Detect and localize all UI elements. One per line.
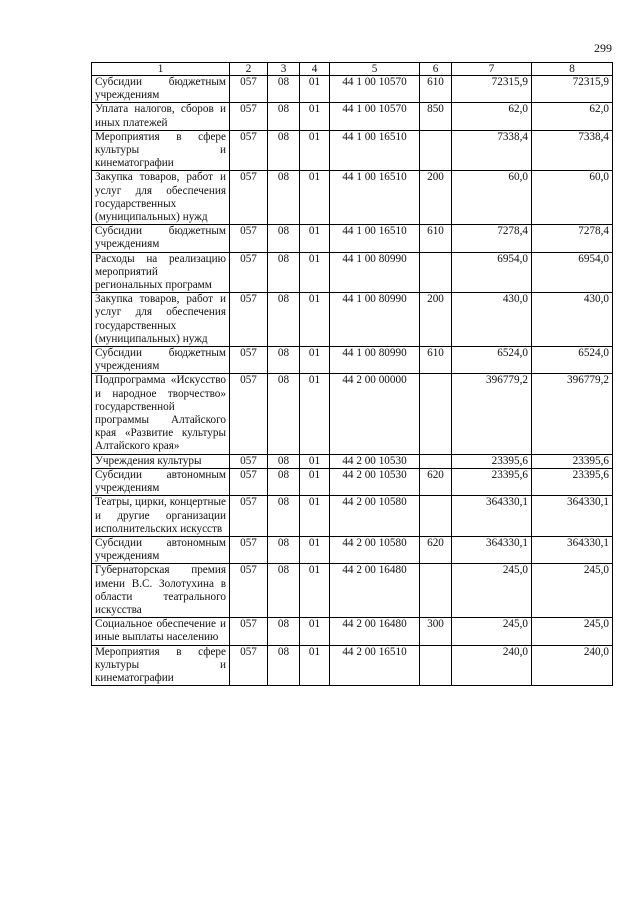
expense-type-cell [420,130,452,171]
subsection-cell: 01 [300,225,330,252]
target-article-cell: 44 2 00 10580 [330,496,420,537]
subsection-cell: 01 [300,130,330,171]
target-article-cell: 44 1 00 10570 [330,103,420,130]
section-cell: 08 [268,103,300,130]
budget-table [91,62,613,686]
section-cell: 08 [268,454,300,468]
amount-cell: 245,0 [452,618,532,645]
expense-type-cell [420,454,452,468]
chapter-code-cell: 057 [230,374,268,454]
amount-cell: 62,0 [452,103,532,130]
subsection-cell: 01 [300,564,330,618]
target-article-cell: 44 1 00 10570 [330,76,420,103]
amount-total-cell: 6954,0 [532,252,613,293]
amount-total-cell: 245,0 [532,618,613,645]
table-row [92,536,613,563]
target-article-cell: 44 1 00 16510 [330,225,420,252]
header-row [92,63,613,76]
row-name-cell: Губернаторская премия имени В.С. Золотухина в области театрального искусства [92,564,230,618]
table-row [92,374,613,454]
section-cell: 08 [268,252,300,293]
table-row [92,618,613,645]
subsection-cell: 01 [300,374,330,454]
amount-cell: 6954,0 [452,252,532,293]
table-row [92,347,613,374]
subsection-cell: 01 [300,618,330,645]
amount-total-cell: 240,0 [532,645,613,686]
amount-cell: 23395,6 [452,468,532,495]
amount-cell: 23395,6 [452,454,532,468]
chapter-code-cell: 057 [230,536,268,563]
row-name-cell: Мероприятия в сфере культуры и кинематографии [92,130,230,171]
row-name-cell: Субсидии бюджетным учреждениям [92,347,230,374]
amount-cell: 396779,2 [452,374,532,454]
column-header-4: 4 [300,63,330,76]
expense-type-cell [420,564,452,618]
chapter-code-cell: 057 [230,454,268,468]
column-header-6: 6 [420,63,452,76]
table-row [92,252,613,293]
expense-type-cell [420,374,452,454]
expense-type-cell: 850 [420,103,452,130]
subsection-cell: 01 [300,454,330,468]
row-name-cell: Уплата налогов, сборов и иных платежей [92,103,230,130]
section-cell: 08 [268,536,300,563]
subsection-cell: 01 [300,103,330,130]
subsection-cell: 01 [300,293,330,347]
expense-type-cell: 200 [420,293,452,347]
table-row [92,454,613,468]
amount-cell: 60,0 [452,171,532,225]
column-header-8: 8 [532,63,613,76]
table-row [92,171,613,225]
row-name-cell: Учреждения культуры [92,454,230,468]
subsection-cell: 01 [300,252,330,293]
table-row [92,564,613,618]
column-header-1: 1 [92,63,230,76]
chapter-code-cell: 057 [230,130,268,171]
row-name-cell: Расходы на реализацию мероприятий региональных программ [92,252,230,293]
table-row [92,293,613,347]
chapter-code-cell: 057 [230,171,268,225]
amount-total-cell: 6524,0 [532,347,613,374]
target-article-cell: 44 1 00 16510 [330,130,420,171]
amount-cell: 364330,1 [452,496,532,537]
row-name-cell: Субсидии автономным учреждениям [92,536,230,563]
target-article-cell: 44 2 00 16510 [330,645,420,686]
row-name-cell: Субсидии бюджетным учреждениям [92,76,230,103]
amount-total-cell: 72315,9 [532,76,613,103]
amount-cell: 72315,9 [452,76,532,103]
subsection-cell: 01 [300,76,330,103]
table-row [92,76,613,103]
amount-cell: 6524,0 [452,347,532,374]
chapter-code-cell: 057 [230,496,268,537]
target-article-cell: 44 2 00 10580 [330,536,420,563]
amount-cell: 7278,4 [452,225,532,252]
expense-type-cell [420,252,452,293]
amount-total-cell: 396779,2 [532,374,613,454]
page-number: 299 [594,41,612,55]
section-cell: 08 [268,564,300,618]
amount-cell: 364330,1 [452,536,532,563]
target-article-cell: 44 2 00 10530 [330,454,420,468]
target-article-cell: 44 2 00 00000 [330,374,420,454]
target-article-cell: 44 1 00 80990 [330,252,420,293]
table-row [92,496,613,537]
row-name-cell: Театры, цирки, концертные и другие организации исполнительских искусств [92,496,230,537]
section-cell: 08 [268,496,300,537]
expense-type-cell: 610 [420,347,452,374]
chapter-code-cell: 057 [230,618,268,645]
expense-type-cell: 610 [420,76,452,103]
section-cell: 08 [268,293,300,347]
amount-total-cell: 430,0 [532,293,613,347]
subsection-cell: 01 [300,468,330,495]
amount-total-cell: 364330,1 [532,496,613,537]
amount-total-cell: 245,0 [532,564,613,618]
column-header-2: 2 [230,63,268,76]
section-cell: 08 [268,618,300,645]
expense-type-cell [420,645,452,686]
table-row [92,225,613,252]
chapter-code-cell: 057 [230,293,268,347]
expense-type-cell: 620 [420,536,452,563]
subsection-cell: 01 [300,347,330,374]
amount-cell: 430,0 [452,293,532,347]
chapter-code-cell: 057 [230,564,268,618]
row-name-cell: Закупка товаров, работ и услуг для обеспечения государственных (муниципальных) нужд [92,171,230,225]
amount-total-cell: 62,0 [532,103,613,130]
amount-cell: 7338,4 [452,130,532,171]
section-cell: 08 [268,225,300,252]
section-cell: 08 [268,374,300,454]
chapter-code-cell: 057 [230,76,268,103]
table-row [92,130,613,171]
expense-type-cell: 200 [420,171,452,225]
amount-cell: 245,0 [452,564,532,618]
section-cell: 08 [268,645,300,686]
subsection-cell: 01 [300,645,330,686]
amount-total-cell: 7278,4 [532,225,613,252]
expense-type-cell: 300 [420,618,452,645]
subsection-cell: 01 [300,496,330,537]
amount-total-cell: 23395,6 [532,468,613,495]
chapter-code-cell: 057 [230,347,268,374]
amount-total-cell: 60,0 [532,171,613,225]
section-cell: 08 [268,347,300,374]
row-name-cell: Подпрограмма «Искусство и народное творчество» государственной программы Алтайского края «Развитие культуры Алтайского края» [92,374,230,454]
subsection-cell: 01 [300,536,330,563]
target-article-cell: 44 2 00 10530 [330,468,420,495]
column-header-3: 3 [268,63,300,76]
row-name-cell: Мероприятия в сфере культуры и кинематографии [92,645,230,686]
chapter-code-cell: 057 [230,252,268,293]
column-header-5: 5 [330,63,420,76]
subsection-cell: 01 [300,171,330,225]
table-row [92,468,613,495]
chapter-code-cell: 057 [230,468,268,495]
expense-type-cell: 610 [420,225,452,252]
amount-total-cell: 23395,6 [532,454,613,468]
target-article-cell: 44 1 00 80990 [330,293,420,347]
section-cell: 08 [268,468,300,495]
expense-type-cell: 620 [420,468,452,495]
amount-cell: 240,0 [452,645,532,686]
row-name-cell: Закупка товаров, работ и услуг для обеспечения государственных (муниципальных) нужд [92,293,230,347]
target-article-cell: 44 1 00 16510 [330,171,420,225]
chapter-code-cell: 057 [230,103,268,130]
amount-total-cell: 364330,1 [532,536,613,563]
table-row [92,103,613,130]
table-row [92,645,613,686]
section-cell: 08 [268,130,300,171]
target-article-cell: 44 2 00 16480 [330,618,420,645]
chapter-code-cell: 057 [230,645,268,686]
expense-type-cell [420,496,452,537]
chapter-code-cell: 057 [230,225,268,252]
row-name-cell: Субсидии бюджетным учреждениям [92,225,230,252]
row-name-cell: Социальное обеспечение и иные выплаты населению [92,618,230,645]
amount-total-cell: 7338,4 [532,130,613,171]
row-name-cell: Субсидии автономным учреждениям [92,468,230,495]
table-body [92,76,613,686]
target-article-cell: 44 1 00 80990 [330,347,420,374]
section-cell: 08 [268,76,300,103]
target-article-cell: 44 2 00 16480 [330,564,420,618]
column-header-7: 7 [452,63,532,76]
section-cell: 08 [268,171,300,225]
